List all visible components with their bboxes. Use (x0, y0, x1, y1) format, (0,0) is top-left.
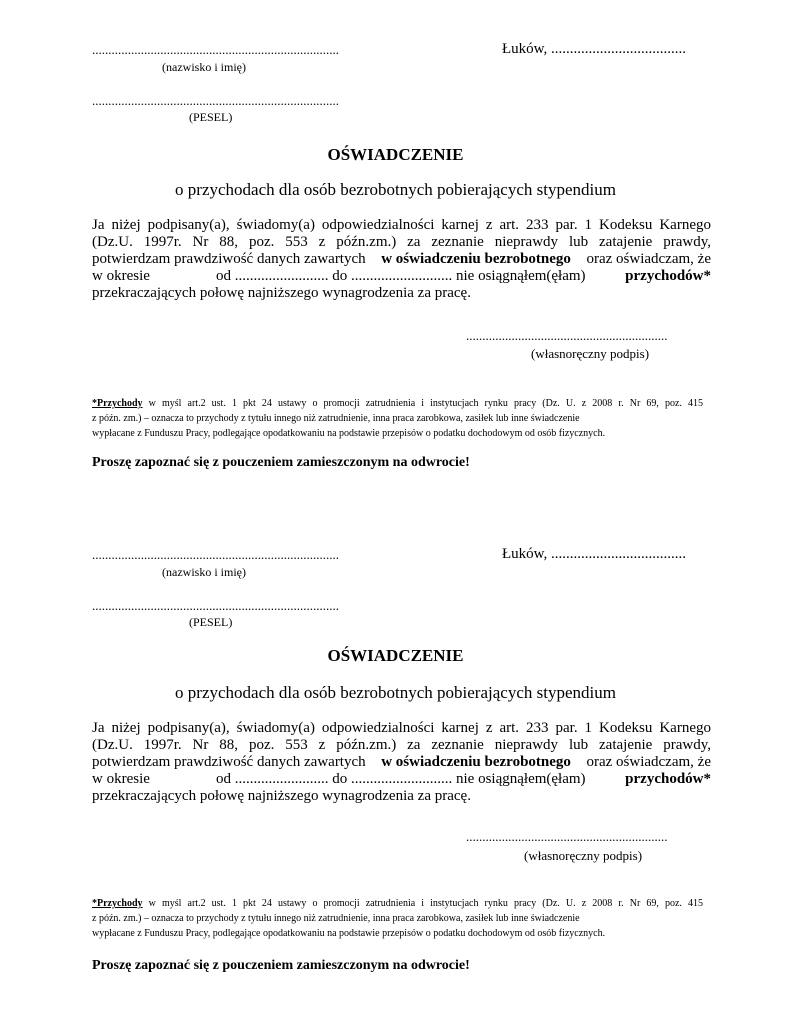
body-line-4-a: w okresie (92, 771, 150, 787)
footnote-line-1-text: w myśl art.2 ust. 1 pkt 24 ustawy o promocji zatrudnienia i instytucjach rynku pracy (Dz. U. z 2008 r. Nr 69, poz. 415 (148, 898, 704, 909)
notice-text: Proszę zapoznać się z pouczeniem zamieszczonym na odwrocie! (92, 455, 470, 470)
body-line-1: Ja niżej podpisany(a), świadomy(a) odpowiedzialności karnej z art. 233 par. 1 Kodeksu Karnego (92, 217, 711, 233)
document-subtitle: o przychodach dla osób bezrobotnych pobierających stypendium (175, 180, 616, 199)
name-caption: (nazwisko i imię) (162, 60, 246, 74)
footnote-line-2: z późn. zm.) – oznacza to przychody z tytułu innego niż zatrudnienie, inna praca zarobkowa, zasiłek lub inne świadczenie (92, 413, 580, 424)
body-line-5: przekraczających połowę najniższego wynagrodzenia za pracę. (92, 788, 471, 804)
body-line-3 (92, 251, 711, 268)
footnote-line-1-text: w myśl art.2 ust. 1 pkt 24 ustawy o promocji zatrudnienia i instytucjach rynku pracy (Dz. U. z 2008 r. Nr 69, poz. 415 (148, 398, 704, 409)
body-line-5: przekraczających połowę najniższego wynagrodzenia za pracę. (92, 285, 471, 301)
footnote-line-3: wypłacane z Funduszu Pracy, podlegające opodatkowaniu na podstawie przepisów o podatku dochodowym od osób fizycznych. (92, 928, 606, 939)
footnote (92, 896, 703, 941)
body-line-3-a: potwierdzam prawdziwość danych zawartych (92, 754, 366, 770)
footnote-line-1 (92, 396, 703, 411)
declaration-body (92, 217, 711, 302)
body-line-4 (92, 771, 711, 788)
signature-dots: .............................................................. (466, 328, 668, 343)
body-line-3-a: potwierdzam prawdziwość danych zawartych (92, 251, 366, 267)
body-line-3-bold: w oświadczeniu bezrobotnego (381, 251, 571, 267)
body-line-4-period: od ......................... do ........................... nie osiągnąłem(ęłam) (216, 771, 586, 787)
footnote-term: *Przychody (92, 898, 143, 909)
footnote-term: *Przychody (92, 398, 143, 409)
pesel-caption: (PESEL) (189, 110, 233, 124)
document-title: OŚWIADCZENIE (327, 646, 464, 665)
body-line-3-c: oraz oświadczam, że (586, 251, 711, 267)
pesel-field-dots: ............................................................................ (92, 598, 339, 613)
footnote-line-1 (92, 896, 703, 911)
footnote-line-3: wypłacane z Funduszu Pracy, podlegające opodatkowaniu na podstawie przepisów o podatku dochodowym od osób fizycznych. (92, 428, 606, 439)
body-line-4 (92, 268, 711, 285)
body-line-4-a: w okresie (92, 268, 150, 284)
body-line-4-period: od ......................... do ........................... nie osiągnąłem(ęłam) (216, 268, 586, 284)
document-title: OŚWIADCZENIE (327, 145, 464, 164)
document-subtitle: o przychodach dla osób bezrobotnych pobierających stypendium (175, 683, 616, 702)
body-line-4-income: przychodów* (625, 771, 711, 787)
pesel-field-dots: ............................................................................ (92, 93, 339, 108)
pesel-caption: (PESEL) (189, 615, 233, 629)
name-field-dots: ............................................................................ (92, 547, 339, 562)
body-line-2: (Dz.U. 1997r. Nr 88, poz. 553 z późn.zm.) za zeznanie nieprawdy lub zatajenie prawdy, (92, 234, 711, 250)
declaration-body (92, 720, 711, 805)
signature-caption: (własnoręczny podpis) (531, 346, 650, 361)
signature-dots: .............................................................. (466, 829, 668, 844)
declaration-form-1 (0, 0, 791, 510)
name-field-dots: ............................................................................ (92, 42, 339, 57)
body-line-1: Ja niżej podpisany(a), świadomy(a) odpowiedzialności karnej z art. 233 par. 1 Kodeksu Karnego (92, 720, 711, 736)
notice-text: Proszę zapoznać się z pouczeniem zamieszczonym na odwrocie! (92, 958, 470, 973)
declaration-form-2 (0, 505, 791, 1015)
body-line-4-income: przychodów* (625, 268, 711, 284)
footnote (92, 396, 703, 441)
body-line-2: (Dz.U. 1997r. Nr 88, poz. 553 z późn.zm.) za zeznanie nieprawdy lub zatajenie prawdy, (92, 737, 711, 753)
signature-caption: (własnoręczny podpis) (524, 848, 643, 863)
place-date-field: Łuków, .................................... (502, 41, 687, 57)
body-line-3-c: oraz oświadczam, że (586, 754, 711, 770)
body-line-3 (92, 754, 711, 771)
place-date-field: Łuków, .................................... (502, 546, 687, 562)
name-caption: (nazwisko i imię) (162, 565, 246, 579)
footnote-line-2: z późn. zm.) – oznacza to przychody z tytułu innego niż zatrudnienie, inna praca zarobkowa, zasiłek lub inne świadczenie (92, 913, 580, 924)
body-line-3-bold: w oświadczeniu bezrobotnego (381, 754, 571, 770)
